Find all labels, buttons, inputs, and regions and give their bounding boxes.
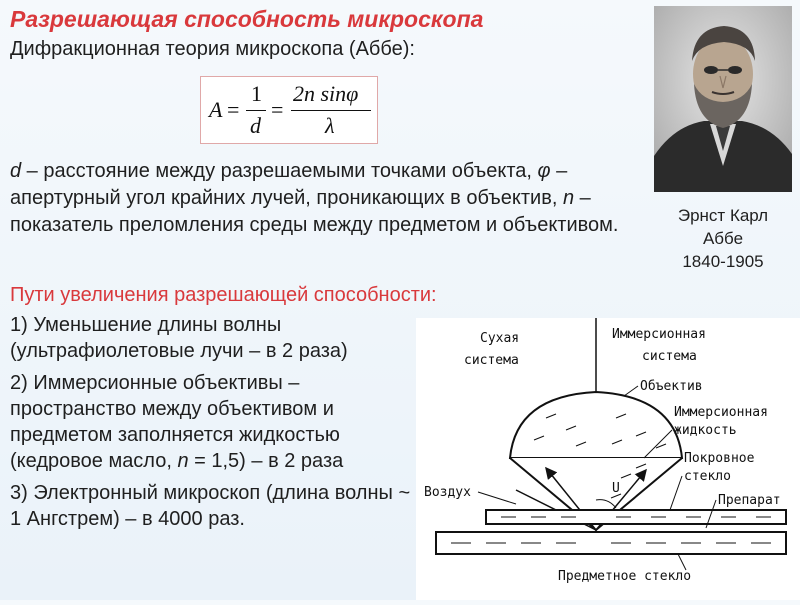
label-cover-2: стекло xyxy=(684,469,731,484)
label-dry-1: Сухая xyxy=(480,331,520,346)
page-title: Разрешающая способность микроскопа xyxy=(10,6,484,32)
ways-item-2-text-b: = 1,5) – в 2 раза xyxy=(188,450,344,472)
formula-lhs: A xyxy=(209,97,223,122)
desc-var-n: n xyxy=(562,187,575,209)
formula-frac1-num: 1 xyxy=(251,81,262,106)
formula-frac2-den: λ xyxy=(325,113,335,138)
desc-text-2: – апертурный угол крайних лучей, проникающих в объектив, xyxy=(10,160,568,209)
ways-item-3: 3) Электронный микроскоп (длина волны ~ 1 Ангстрем) – в 4000 раз. xyxy=(10,482,411,530)
abbe-portrait xyxy=(654,6,792,192)
desc-var-d: d xyxy=(10,160,22,182)
ways-item-1: 1) Уменьшение длины волны (ультрафиолетовые лучи – в 2 раза) xyxy=(10,314,348,362)
label-imm-liquid-2: жидкость xyxy=(674,423,737,438)
label-angle-u: U xyxy=(612,481,620,496)
desc-var-phi: φ xyxy=(537,160,551,182)
ways-item-2 xyxy=(10,370,420,474)
label-specimen: Препарат xyxy=(718,493,781,508)
label-imm-1: Иммерсионная xyxy=(612,327,706,342)
label-cover-1: Покровное xyxy=(684,451,755,466)
label-air: Воздух xyxy=(424,485,471,500)
label-imm-liquid-1: Иммерсионная xyxy=(674,405,768,420)
formula-description xyxy=(10,158,640,239)
ways-list xyxy=(10,312,420,538)
formula-frac1-line xyxy=(246,110,266,111)
caption-name-2: Аббе xyxy=(702,229,744,248)
caption-name-1: Эрнст Карл xyxy=(677,206,769,225)
formula-eq1: = xyxy=(227,97,240,122)
page-subtitle: Дифракционная теория микроскопа (Аббе): xyxy=(10,38,415,60)
ways-item-2-var-n: n xyxy=(177,450,189,472)
desc-text-3: – показатель преломления среды между предметом и объективом. xyxy=(10,187,619,236)
desc-text-1: – расстояние между разрешаемыми точками объекта, xyxy=(21,160,538,182)
formula-eq2: = xyxy=(271,97,284,122)
formula-frac1-den: d xyxy=(250,113,261,138)
ways-heading: Пути увеличения разрешающей способности: xyxy=(10,284,437,306)
portrait-caption xyxy=(648,204,798,273)
formula-frac2-num: 2n sinφ xyxy=(293,81,359,106)
label-imm-2: система xyxy=(642,349,697,364)
label-objective: Объектив xyxy=(640,379,703,394)
caption-years: 1840-1905 xyxy=(682,252,764,271)
label-dry-2: система xyxy=(464,353,519,368)
immersion-diagram xyxy=(416,318,800,600)
abbe-formula xyxy=(200,76,378,144)
label-slide: Предметное стекло xyxy=(558,569,692,584)
formula-frac2-line xyxy=(291,110,371,111)
ways-item-2-text-a: 2) Иммерсионные объективы – пространство между объективом и предметом заполняется жидкостью (кедровое масло, xyxy=(10,372,340,472)
